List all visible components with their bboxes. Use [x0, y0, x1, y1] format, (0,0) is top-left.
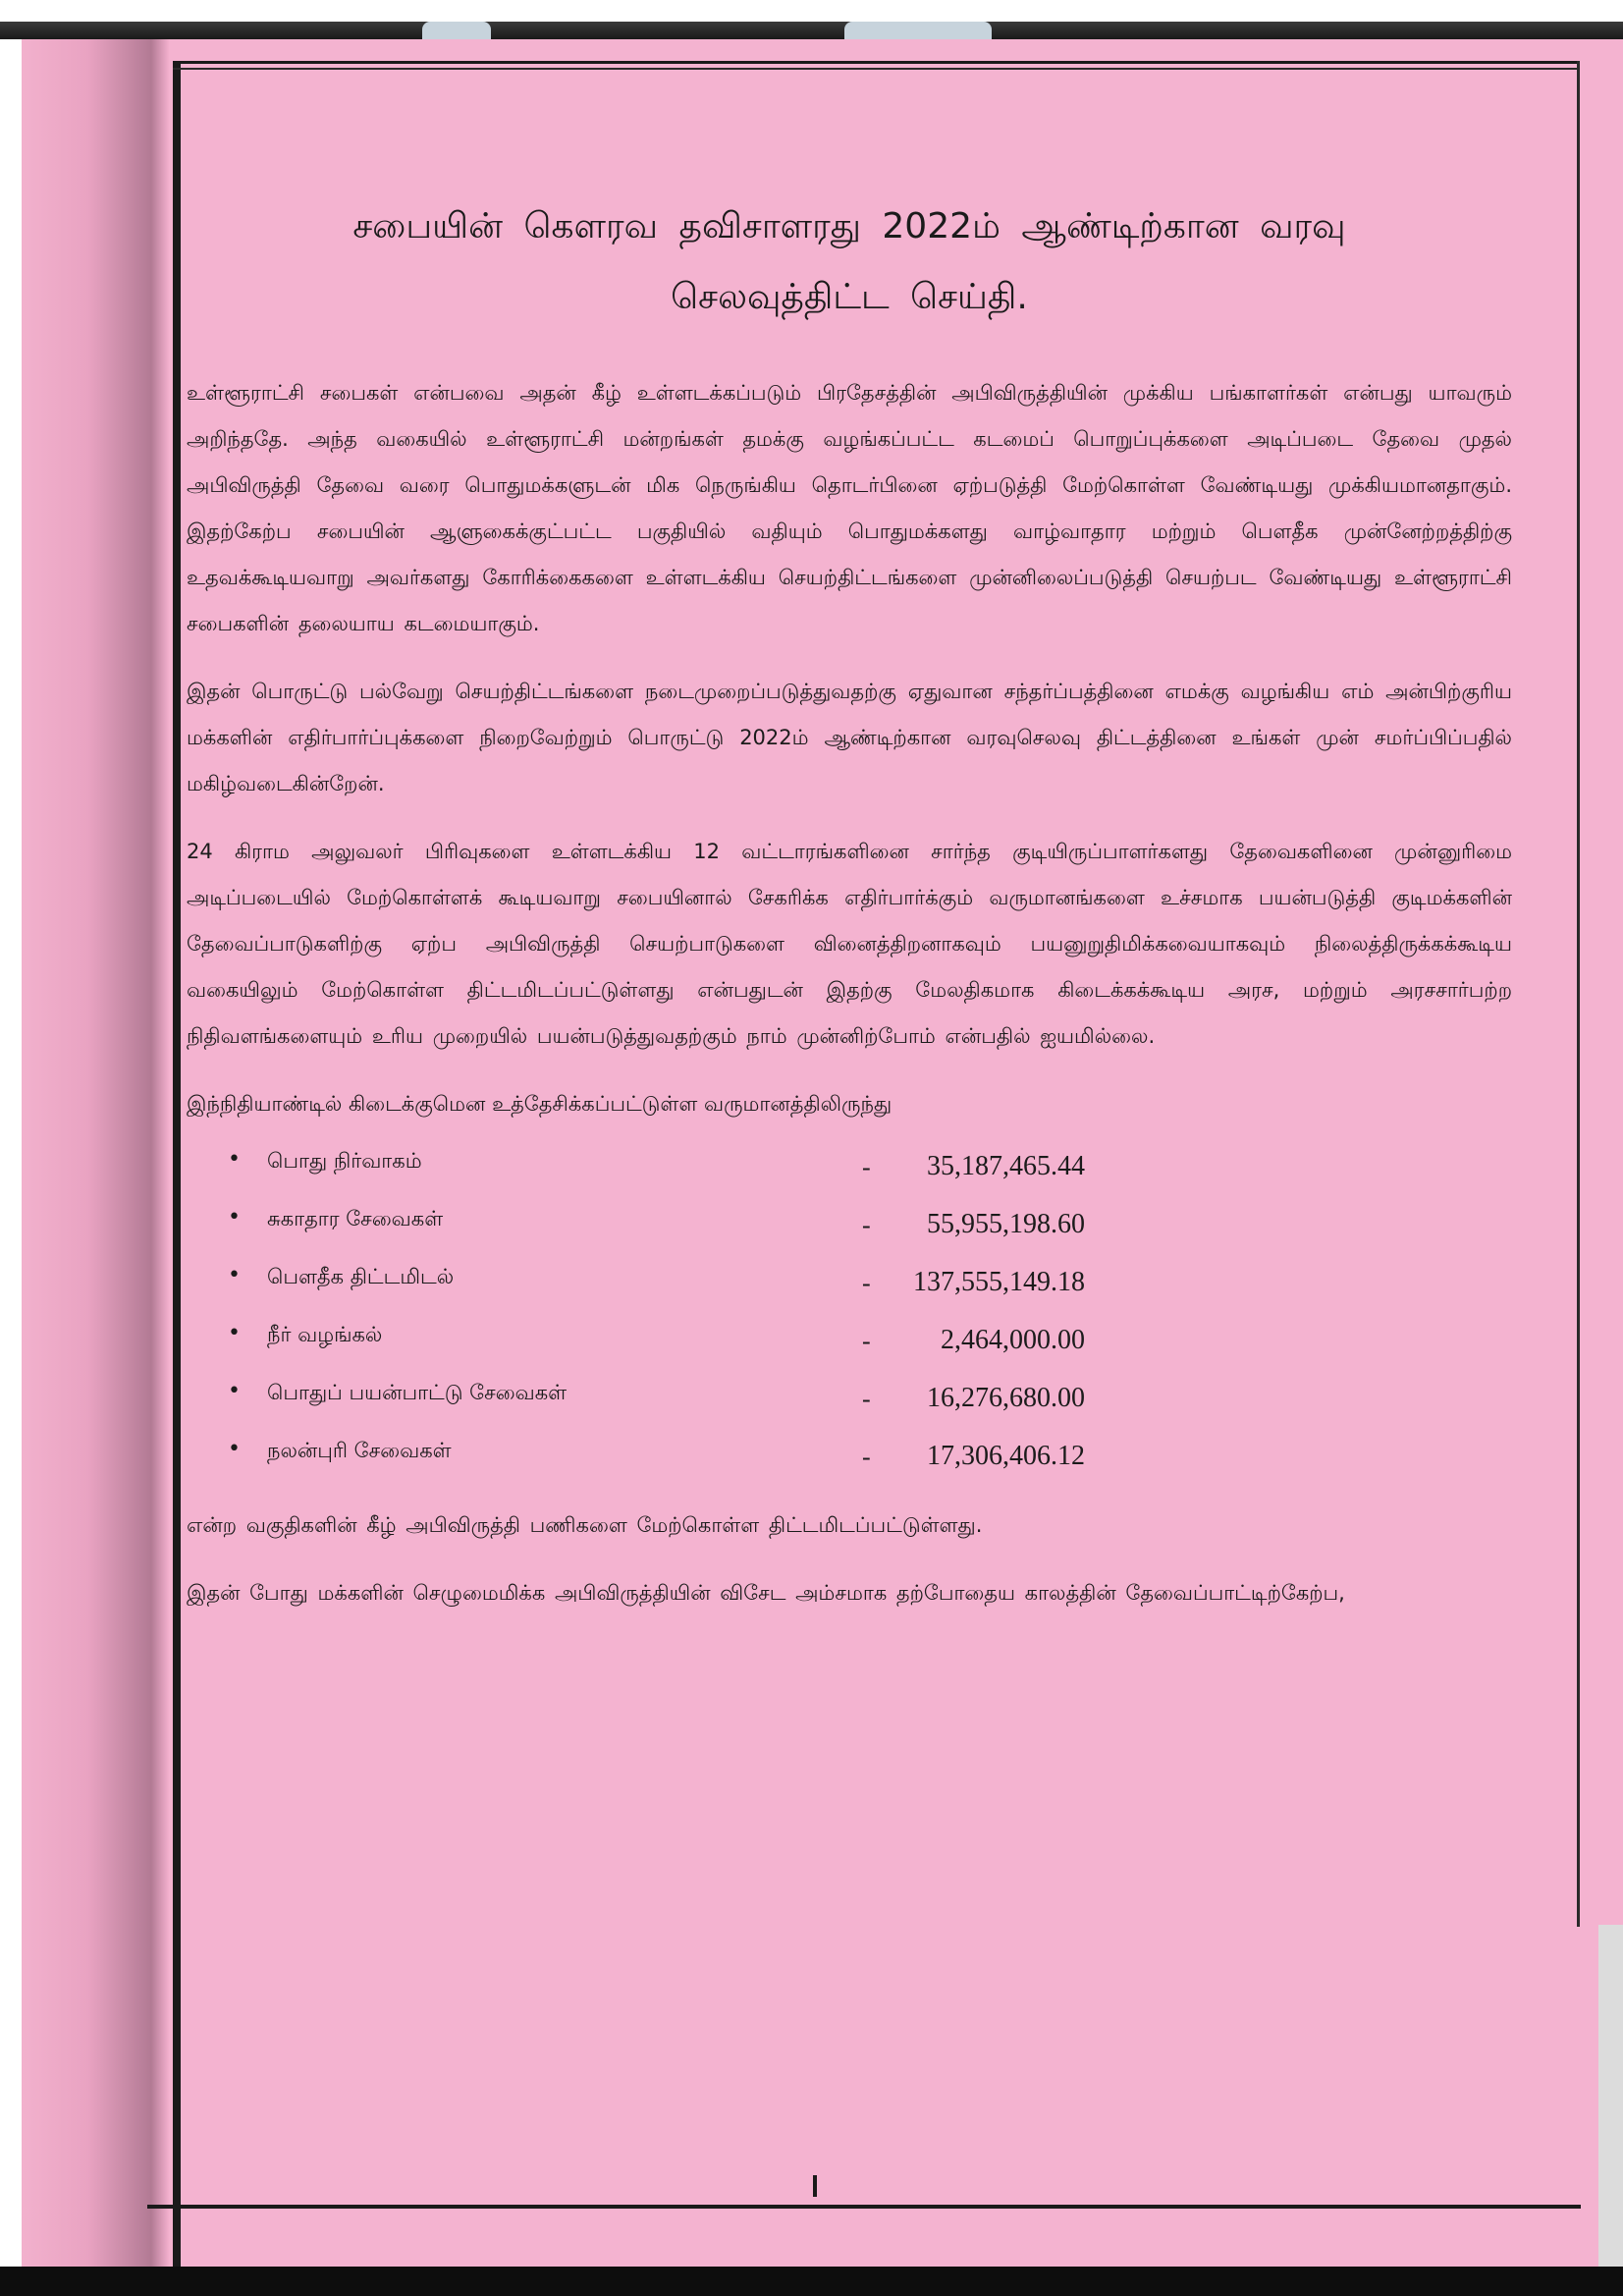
bullet-icon: • — [228, 1205, 241, 1230]
list-item — [187, 1375, 1512, 1433]
category-label: பௌதீக திட்டமிடல் — [267, 1265, 455, 1288]
category-amount: 137,555,149.18 — [913, 1267, 1085, 1297]
title-line-1: சபையின் கௌரவ தவிசாளரது 2022ம் ஆண்டிற்கான வரவு — [352, 206, 1346, 246]
bullet-icon: • — [228, 1263, 241, 1287]
list-item — [187, 1317, 1512, 1375]
title-line-2: செலவுத்திட்ட செய்தி. — [671, 277, 1028, 317]
list-item — [187, 1143, 1512, 1201]
paragraph-3: 24 கிராம அலுவலர் பிரிவுகளை உள்ளடக்கிய 12 வட்டாரங்களினை சார்ந்த குடியிருப்பாளர்களது தேவைகளினை முன்னுரிமை அடிப்படையில் மேற்கொள்ளக் கூடியவாறு சபையினால் சேகரிக்க எதிர்பார்க்கும் வருமானங்களை உச்சமாக பயன்படுத்தி குடிமக்களின் தேவைப்பாடுகளிற்கு ஏற்ப அபிவிருத்தி செயற்பாடுகளை வினைத்திறனாகவும் பயனுறுதிமிக்கவையாகவும் நிலைத்திருக்கக்கூடிய வகையிலும் மேற்கொள்ள திட்டமிடப்பட்டுள்ளது என்பதுடன் இதற்கு மேலதிகமாக கிடைக்கக்கூடிய அரச, மற்றும் அரசசார்பற்ற நிதிவளங்களையும் உரிய முறையில் பயன்படுத்துவதற்கும் நாம் முன்னிற்போம் என்பதில் ஐயமில்லை. — [187, 840, 1512, 1048]
paragraph-1: உள்ளூராட்சி சபைகள் என்பவை அதன் கீழ் உள்ளடக்கப்படும் பிரதேசத்தின் அபிவிருத்தியின் முக்கிய பங்காளர்கள் என்பது யாவரும் அறிந்ததே. அந்த வகையில் உள்ளூராட்சி மன்றங்கள் தமக்கு வழங்கப்பட்ட கடமைப் பொறுப்புக்களை அடிப்படை தேவை முதல் அபிவிருத்தி தேவை வரை பொதுமக்களுடன் மிக நெருங்கிய தொடர்பினை ஏற்படுத்தி மேற்கொள்ள வேண்டியது முக்கியமானதாகும். இதற்கேற்ப சபையின் ஆளுகைக்குட்பட்ட பகுதியில் வதியும் பொதுமக்களது வாழ்வாதார மற்றும் பௌதீக முன்னேற்றத்திற்கு உதவக்கூடியவாறு அவர்களது கோரிக்கைகளை உள்ளடக்கிய செயற்திட்டங்களை முன்னிலைப்படுத்தி செயற்பட வேண்டியது உள்ளூராட்சி சபைகளின் தலையாய கடமையாகும். — [187, 381, 1512, 635]
category-dash: - — [862, 1153, 871, 1181]
category-amount: 35,187,465.44 — [927, 1151, 1085, 1181]
page-border-bottom — [147, 2205, 1581, 2209]
document-title — [187, 191, 1512, 333]
category-amount: 55,955,198.60 — [927, 1209, 1085, 1239]
list-item — [187, 1259, 1512, 1317]
category-amount: 17,306,406.12 — [927, 1441, 1085, 1471]
income-intro: இந்நிதியாண்டில் கிடைக்குமென உத்தேசிக்கப்பட்டுள்ள வருமானத்திலிருந்து — [187, 1092, 893, 1116]
page-border-top-inner — [173, 68, 1579, 70]
list-item — [187, 1433, 1512, 1491]
category-label: நீர் வழங்கல் — [267, 1323, 383, 1346]
bullet-icon: • — [228, 1379, 241, 1403]
page-border-right — [1577, 61, 1580, 1927]
scan-top-edge — [0, 22, 1623, 39]
page-border-top — [173, 61, 1579, 64]
category-dash: - — [862, 1211, 871, 1239]
document-body — [187, 191, 1512, 1638]
paragraph-2: இதன் பொருட்டு பல்வேறு செயற்திட்டங்களை நடைமுறைப்படுத்துவதற்கு ஏதுவான சந்தர்ப்பத்தினை எமக்கு வழங்கிய எம் அன்பிற்குரிய மக்களின் எதிர்பார்ப்புக்களை நிறைவேற்றும் பொருட்டு 2022ம் ஆண்டிற்கான வரவுசெலவு திட்டத்தினை உங்கள் முன் சமர்ப்பிப்பதில் மகிழ்வடைகின்றேன். — [187, 680, 1512, 795]
category-label: நலன்புரி சேவைகள் — [267, 1439, 452, 1462]
page-border-left — [173, 61, 181, 2270]
bullet-icon: • — [228, 1437, 241, 1461]
after-list-text: என்ற வகுதிகளின் கீழ் அபிவிருத்தி பணிகளை மேற்கொள்ள திட்டமிடப்பட்டுள்ளது. — [187, 1513, 983, 1537]
page-gutter-shadow — [22, 39, 169, 2267]
bullet-icon: • — [228, 1147, 241, 1172]
category-label: சுகாதார சேவைகள் — [267, 1207, 444, 1230]
category-dash: - — [862, 1327, 871, 1355]
scan-right-edge — [1598, 1925, 1623, 2267]
list-item — [187, 1201, 1512, 1259]
category-label: பொதுப் பயன்பாட்டு சேவைகள் — [267, 1381, 568, 1404]
category-dash: - — [862, 1269, 871, 1297]
category-dash: - — [862, 1443, 871, 1471]
category-label: பொது நிர்வாகம் — [267, 1149, 422, 1173]
category-dash: - — [862, 1385, 871, 1413]
scan-bottom-edge — [0, 2267, 1623, 2296]
category-amount: 2,464,000.00 — [941, 1325, 1085, 1355]
closing-text: இதன் போது மக்களின் செழுமைமிக்க அபிவிருத்தியின் விசேட அம்சமாக தற்போதைய காலத்தின் தேவைப்பாட்டிற்கேற்ப, — [187, 1581, 1345, 1605]
page-tick-mark — [813, 2175, 817, 2197]
scan-edge-highlight — [844, 22, 992, 39]
category-amount: 16,276,680.00 — [927, 1383, 1085, 1413]
bullet-icon: • — [228, 1321, 241, 1345]
scan-edge-highlight — [422, 22, 491, 39]
income-category-list — [187, 1143, 1512, 1491]
